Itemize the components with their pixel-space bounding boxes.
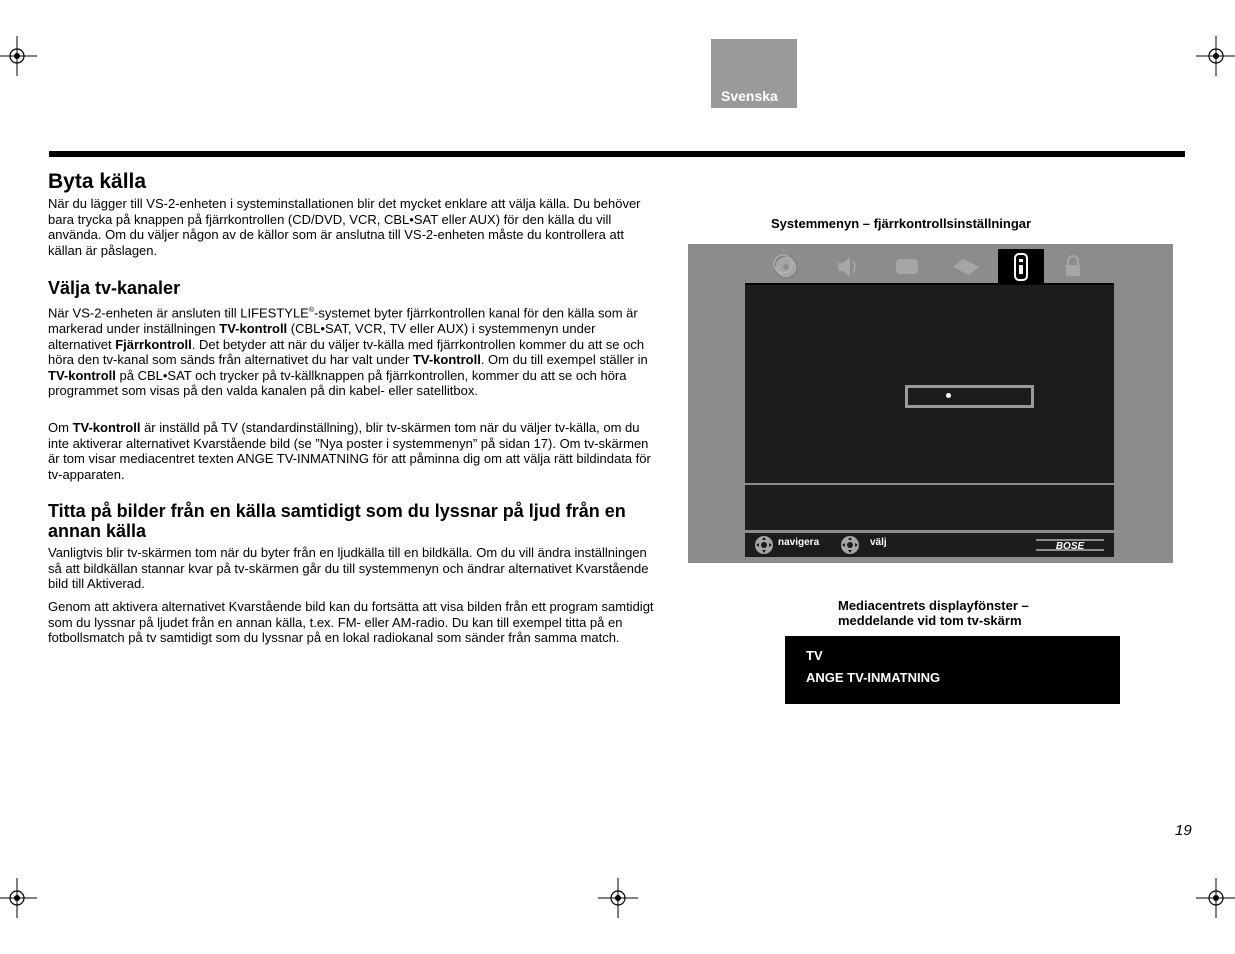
section-heading-tv-channels: Välja tv-kanaler bbox=[48, 278, 181, 298]
figure-caption-display-line2: meddelande vid tom tv-skärm bbox=[838, 613, 1022, 628]
display-source: TV bbox=[806, 648, 823, 663]
menu-content-area bbox=[745, 283, 1114, 483]
registration-mark-icon bbox=[0, 36, 37, 76]
registration-mark-icon bbox=[0, 878, 37, 918]
header-rule bbox=[49, 151, 1185, 157]
system-menu-screenshot bbox=[688, 244, 1173, 563]
figure-caption-display-line1: Mediacentrets displayfönster – bbox=[838, 598, 1029, 613]
page-number: 19 bbox=[1175, 822, 1192, 839]
display-message: ANGE TV-INMATNING bbox=[806, 670, 941, 685]
disc-icon bbox=[763, 249, 809, 285]
tag-icon bbox=[943, 249, 989, 285]
menu-selection-field bbox=[905, 385, 1034, 408]
language-tab bbox=[711, 39, 797, 108]
navigate-pad-icon bbox=[754, 535, 774, 555]
menu-footer bbox=[745, 533, 1114, 557]
registration-mark-icon bbox=[1196, 878, 1235, 918]
figure-caption-system-menu: Systemmenyn – fjärrkontrollsinställningar bbox=[771, 216, 1032, 231]
bose-logo-mark bbox=[1034, 538, 1106, 552]
registration-mark-icon bbox=[598, 878, 638, 918]
svg-text:BOSE: BOSE bbox=[1055, 541, 1085, 552]
bose-logo bbox=[1034, 538, 1106, 557]
section2-paragraph-2: Genom att aktivera alternativet Kvarstående bild kan du fortsätta att visa bilden från ett program samtidigt som du lyssnar på ljudet från en annan källa, t.ex. FM- eller AM-radio. Du kan till exempel titta på en fotbollsmatch på tv samtidigt som du lyssnar på en lokal radiokanal som sänder från samma match. bbox=[48, 599, 654, 646]
section2-paragraph-1: Vanligtvis blir tv-skärmen tom när du byter från en ljudkälla till en bildkälla. Om du vill ändra inställningen så att bildkällan stannar kvar på tv-skärmen går du till systemmenyn och ändrar alternativet Kvarstående bild till Aktiverad. bbox=[48, 545, 649, 592]
media-center-display bbox=[785, 636, 1120, 704]
select-pad-icon bbox=[840, 535, 860, 555]
section1-paragraph-1: När VS-2-enheten är ansluten till LIFESTYLE®-systemet byter fjärrkontrollen kanal för den källa som är markerad under inställningen TV-kontroll (CBL•SAT, VCR, TV eller AUX) i systemmenyn under alternativet Fjärrkontroll. Det betyder att när du väljer tv-källa med fjärrkontrollen kommer du att se och höra den tv-kanal som sänds från alternativet du har valt under TV-kontroll. Om du till exempel ställer in TV-kontroll på CBL•SAT och trycker på tv-källknappen på fjärrkontrollen, kommer du att se och höra programmet som visas på den valda kanalen på din kabel- eller satellitbox. bbox=[48, 305, 648, 399]
menu-message-area bbox=[745, 485, 1114, 530]
language-tab-label: Svenska bbox=[721, 88, 778, 104]
select-label: välj bbox=[870, 537, 887, 548]
tv-icon bbox=[884, 249, 930, 285]
selection-dot-icon bbox=[946, 393, 951, 398]
intro-paragraph: När du lägger till VS-2-enheten i systeminstallationen blir det mycket enklare att välja källa. Du behöver bara trycka på knappen på fjärrkontrollen (CD/DVD, VCR, CBL•SAT eller AUX) för den källa du vill använda. Om du väljer någon av de källor som är anslutna till VS-2-enheten måste du kontrollera att källan är påslagen. bbox=[48, 196, 641, 258]
lock-icon bbox=[1050, 249, 1096, 285]
speaker-icon bbox=[824, 249, 870, 285]
registration-mark-icon bbox=[1196, 36, 1235, 76]
navigate-label: navigera bbox=[778, 537, 820, 548]
section1-paragraph-2: Om TV-kontroll är inställd på TV (standardinställning), blir tv-skärmen tom när du väljer tv-källa, om du inte aktiverar alternativet Kvarstående bild (se ”Nya poster i systemmenyn” på sidan 17). Om tv-skärmen är tom visar mediacentret texten ANGE TV-INMATNING för att påminna dig om att välja rätt bildindata för tv-apparaten. bbox=[48, 420, 651, 482]
page-heading: Byta källa bbox=[48, 170, 147, 193]
section-heading-picture-and-audio: Titta på bilder från en källa samtidigt som du lyssnar på ljud från en annan källa bbox=[48, 501, 626, 541]
